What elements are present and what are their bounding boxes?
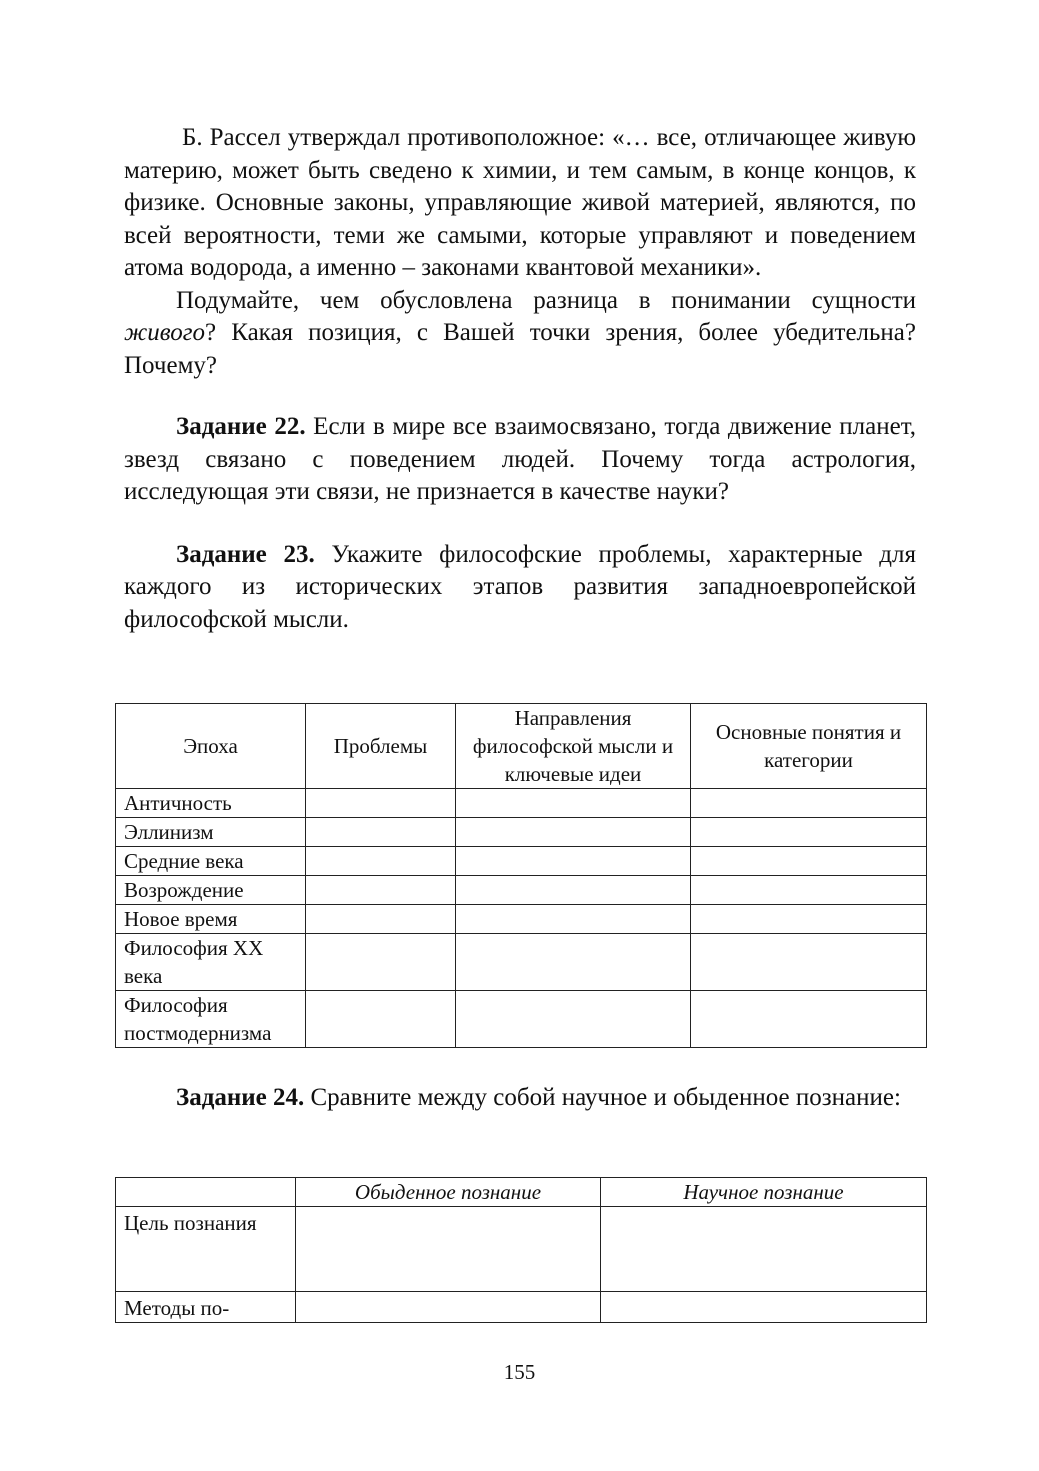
criterion-cell: Методы по- — [116, 1292, 296, 1323]
concepts-cell[interactable] — [691, 991, 927, 1048]
epoch-cell: Возрождение — [116, 876, 306, 905]
concepts-cell[interactable] — [691, 818, 927, 847]
concepts-cell[interactable] — [691, 934, 927, 991]
page-content — [124, 122, 916, 636]
header-empty — [116, 1178, 296, 1207]
task-24-text: Сравните между собой научное и обыденное познание: — [304, 1084, 901, 1111]
table-row — [116, 876, 927, 905]
task-23-paragraph — [124, 539, 916, 637]
knowledge-comparison-table — [115, 1177, 927, 1323]
table-row — [116, 1207, 927, 1292]
directions-cell[interactable] — [456, 847, 691, 876]
epoch-cell: Античность — [116, 789, 306, 818]
task-23-title: Задание 23. — [176, 540, 315, 568]
epochs-table — [115, 703, 927, 1048]
concepts-cell[interactable] — [691, 789, 927, 818]
question-italic-word: живого — [124, 319, 206, 346]
directions-cell[interactable] — [456, 905, 691, 934]
epoch-cell: Философия XX века — [116, 934, 306, 991]
question-text-end: ? Какая позиция, с Вашей точки зрения, более убедительна? Почему? — [124, 319, 916, 379]
task-24-title: Задание 24. — [176, 1084, 305, 1111]
directions-cell[interactable] — [456, 934, 691, 991]
header-concepts: Основные понятия и категории — [691, 704, 927, 789]
question-paragraph — [124, 285, 916, 383]
task-24-paragraph — [124, 1082, 916, 1115]
concepts-cell[interactable] — [691, 905, 927, 934]
table-row — [116, 789, 927, 818]
problems-cell[interactable] — [306, 991, 456, 1048]
problems-cell[interactable] — [306, 847, 456, 876]
epoch-cell: Философия постмодернизма — [116, 991, 306, 1048]
problems-cell[interactable] — [306, 934, 456, 991]
header-scientific-knowledge: Научное познание — [601, 1178, 927, 1207]
epoch-cell: Эллинизм — [116, 818, 306, 847]
directions-cell[interactable] — [456, 876, 691, 905]
table-header-row — [116, 704, 927, 789]
scientific-cell[interactable] — [601, 1292, 927, 1323]
epoch-cell: Новое время — [116, 905, 306, 934]
table-row — [116, 1292, 927, 1323]
header-problems: Проблемы — [306, 704, 456, 789]
question-text-start: Подумайте, чем обусловлена разница в понимании сущности — [176, 286, 916, 314]
criterion-cell: Цель познания — [116, 1207, 296, 1292]
task-23-text: Укажите философские проблемы, характерные для каждого из исторических этапов развития западноевропейской философской мысли. — [124, 540, 917, 633]
concepts-cell[interactable] — [691, 876, 927, 905]
scientific-cell[interactable] — [601, 1207, 927, 1292]
table-row — [116, 991, 927, 1048]
table-header-row — [116, 1178, 927, 1207]
task-22-paragraph — [124, 411, 916, 509]
table-row — [116, 934, 927, 991]
russell-quote-paragraph: Б. Рассел утверждал противоположное: «… все, отличающее живую материю, может быть сведено к химии, и тем самым, в конце концов, к физике. Основные законы, управляющие живой материей, являются, по всей вероятности, теми же самыми, которые управляют и поведением атома водорода, а именно – законами квантовой механики». — [124, 124, 916, 281]
page-number: 155 — [503, 1360, 536, 1384]
table-row — [116, 818, 927, 847]
problems-cell[interactable] — [306, 876, 456, 905]
table-row — [116, 847, 927, 876]
problems-cell[interactable] — [306, 818, 456, 847]
everyday-cell[interactable] — [296, 1207, 601, 1292]
everyday-cell[interactable] — [296, 1292, 601, 1323]
task-22-title: Задание 22. — [176, 413, 306, 440]
directions-cell[interactable] — [456, 818, 691, 847]
problems-cell[interactable] — [306, 789, 456, 818]
task-22-text: Если в мире все взаимосвязано, тогда движение планет, звезд связано с поведением людей. Почему тогда астрология, исследующая эти связи, не признается в качестве науки? — [124, 413, 916, 505]
header-directions: Направления философской мысли и ключевые идеи — [456, 704, 691, 789]
problems-cell[interactable] — [306, 905, 456, 934]
concepts-cell[interactable] — [691, 847, 927, 876]
epoch-cell: Средние века — [116, 847, 306, 876]
header-epoch: Эпоха — [116, 704, 306, 789]
directions-cell[interactable] — [456, 991, 691, 1048]
table-row — [116, 905, 927, 934]
header-everyday-knowledge: Обыденное познание — [296, 1178, 601, 1207]
directions-cell[interactable] — [456, 789, 691, 818]
